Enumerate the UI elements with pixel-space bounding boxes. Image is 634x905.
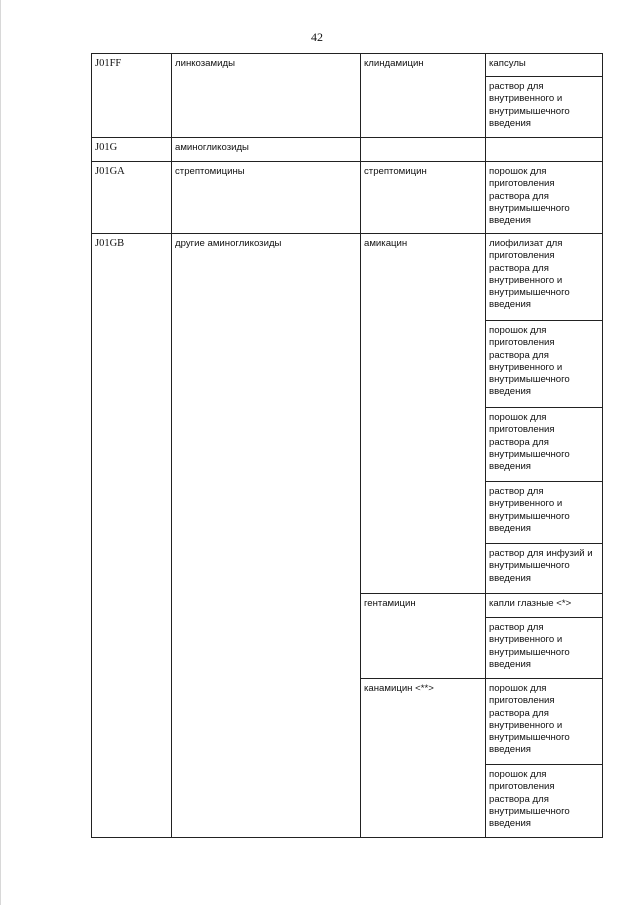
drug-table	[91, 53, 603, 838]
group-cell: другие аминогликозиды	[172, 234, 361, 838]
table-row	[92, 162, 603, 234]
form-cell: порошок для приготовления раствора для внутривенного и внутримышечного введения	[486, 321, 603, 408]
atc-code-cell: J01FF	[92, 54, 172, 138]
page-number: 42	[311, 30, 323, 44]
form-cell: порошок для приготовления раствора для внутримышечного введения	[486, 765, 603, 838]
form-cell: капсулы	[486, 54, 603, 77]
drug-cell: амикацин	[361, 234, 486, 594]
page-edge	[0, 0, 1, 905]
form-cell: порошок для приготовления раствора для внутримышечного введения	[486, 408, 603, 482]
atc-code-cell: J01GA	[92, 162, 172, 234]
drug-cell: канамицин <**>	[361, 679, 486, 838]
form-cell: раствор для внутривенного и внутримышечного введения	[486, 618, 603, 679]
table-row	[92, 138, 603, 162]
atc-code-cell: J01G	[92, 138, 172, 162]
drug-cell: гентамицин	[361, 594, 486, 679]
atc-code-cell: J01GB	[92, 234, 172, 838]
form-cell: раствор для внутривенного и внутримышечного введения	[486, 482, 603, 544]
group-cell: аминогликозиды	[172, 138, 361, 162]
form-cell: лиофилизат для приготовления раствора для внутривенного и внутримышечного введения	[486, 234, 603, 321]
drug-cell: клиндамицин	[361, 54, 486, 138]
group-cell: линкозамиды	[172, 54, 361, 138]
form-cell	[486, 138, 603, 162]
form-cell: порошок для приготовления раствора для внутримышечного введения	[486, 162, 603, 234]
table-row	[92, 54, 603, 77]
form-cell: порошок для приготовления раствора для внутривенного и внутримышечного введения	[486, 679, 603, 765]
drug-cell: стрептомицин	[361, 162, 486, 234]
table-row	[92, 234, 603, 321]
form-cell: раствор для инфузий и внутримышечного введения	[486, 544, 603, 594]
group-cell: стрептомицины	[172, 162, 361, 234]
form-cell: капли глазные <*>	[486, 594, 603, 618]
drug-cell	[361, 138, 486, 162]
form-cell: раствор для внутривенного и внутримышечного введения	[486, 77, 603, 138]
